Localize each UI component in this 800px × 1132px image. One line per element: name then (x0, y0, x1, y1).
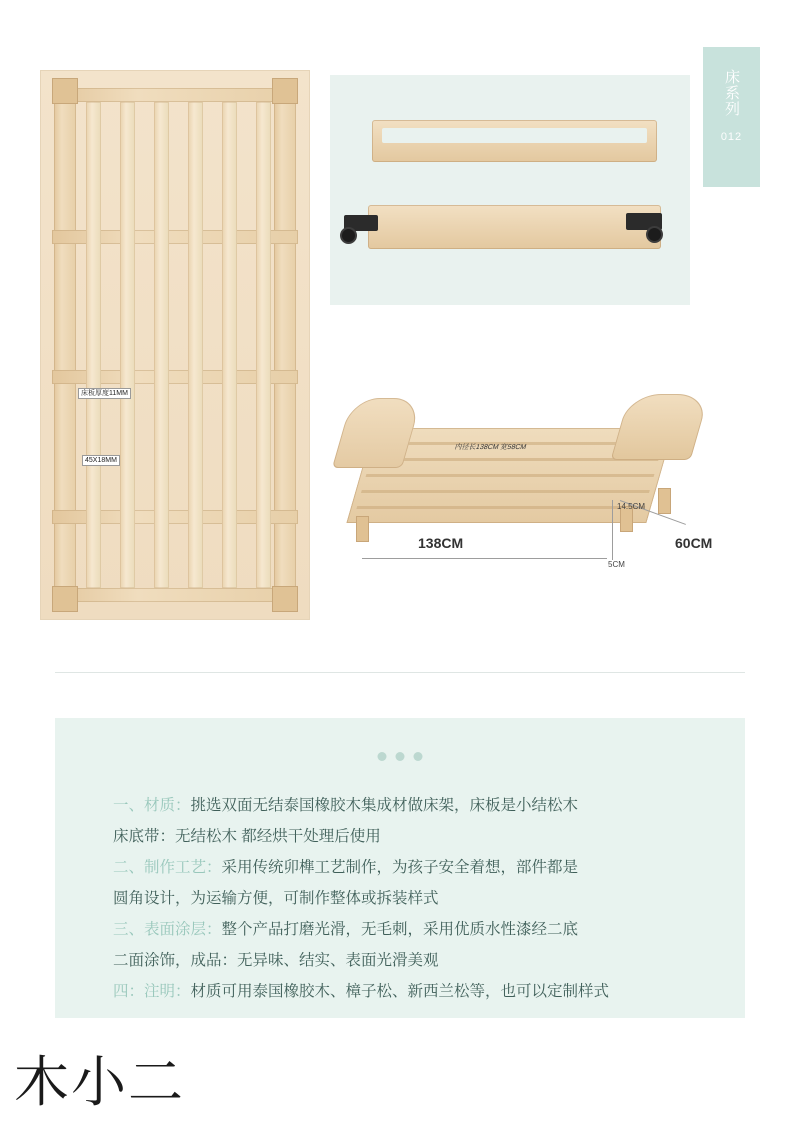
bed-perspective-photo (320, 380, 713, 595)
frame-rail-right (274, 80, 296, 610)
info-line (113, 790, 703, 821)
info-line-text: 床底带：无结松木 都经烘干处理后使用 (113, 828, 381, 845)
section-divider (55, 672, 745, 673)
info-line (113, 883, 703, 914)
inner-dimension-label: 内径长138CM 宽58CM (453, 444, 528, 451)
series-badge-label: 床系列 (723, 69, 740, 117)
info-line (113, 976, 703, 1007)
series-badge-number: 012 (720, 131, 743, 143)
info-line-text: 圆角设计，为运输方便，可制作整体或拆装样式 (113, 890, 439, 907)
frame-rail-left (54, 80, 76, 610)
info-line-lead: 一、材质： (113, 797, 191, 814)
dimension-label-leg-height: 5CM (608, 560, 625, 569)
series-badge (703, 47, 760, 187)
caster-wheel-icon (340, 227, 357, 244)
info-line-text: 挑选双面无结泰国橡胶木集成材做床架，床板是小结松木 (190, 797, 579, 814)
bed-leg (658, 488, 671, 514)
dot-icon (414, 752, 423, 761)
frame-corner (52, 78, 78, 104)
dot-icon (396, 752, 405, 761)
bed-rail-detail-photo (330, 75, 690, 305)
frame-corner (272, 78, 298, 104)
frame-corner (272, 586, 298, 612)
info-line (113, 852, 703, 883)
info-line-text: 采用传统卯榫工艺制作，为孩子安全着想，部件都是 (221, 859, 579, 876)
frame-slat (120, 102, 135, 588)
bed-leg (356, 516, 369, 542)
rail-piece-lower (368, 205, 661, 249)
caster-wheel-icon (646, 226, 663, 243)
dimension-line-height (612, 500, 613, 560)
info-line (113, 914, 703, 945)
dimension-line-length (362, 558, 607, 559)
frame-rail-top (52, 88, 298, 102)
dimension-tag-board-thickness: 床板厚度11MM (78, 388, 131, 399)
product-info-text (113, 790, 703, 1007)
frame-slat (188, 102, 203, 588)
frame-slat (154, 102, 169, 588)
decorative-dots (378, 752, 423, 761)
bed-slat-frame-photo (40, 70, 310, 620)
rail-bracket-left (344, 215, 378, 231)
product-info-panel (55, 718, 745, 1018)
dimension-label-length: 138CM (418, 535, 464, 551)
info-line (113, 821, 703, 852)
frame-slat (222, 102, 237, 588)
info-line-lead: 四：注明： (113, 983, 191, 1000)
dimension-tag-slat-size: 45X18MM (82, 455, 120, 466)
brand-name: 木小二 (14, 1052, 186, 1113)
frame-rail-bottom (52, 588, 298, 602)
dimension-label-width: 60CM (675, 535, 713, 551)
info-line (113, 945, 703, 976)
info-line-lead: 三、表面涂层： (113, 921, 222, 938)
rail-groove-upper (382, 128, 647, 143)
frame-slat (256, 102, 271, 588)
frame-slat (86, 102, 101, 588)
info-line-text: 二面涂饰，成品：无异味、结实、表面光滑美观 (113, 952, 439, 969)
dimension-label-side-height: 14.5CM (617, 502, 646, 511)
rail-bracket-right (626, 213, 662, 230)
frame-corner (52, 586, 78, 612)
info-line-lead: 二、制作工艺： (113, 859, 222, 876)
info-line-text: 整个产品打磨光滑，无毛刺，采用优质水性漆经二底 (221, 921, 579, 938)
dot-icon (378, 752, 387, 761)
info-line-text: 材质可用泰国橡胶木、樟子松、新西兰松等，也可以定制样式 (190, 983, 610, 1000)
bed-footboard (611, 394, 710, 460)
